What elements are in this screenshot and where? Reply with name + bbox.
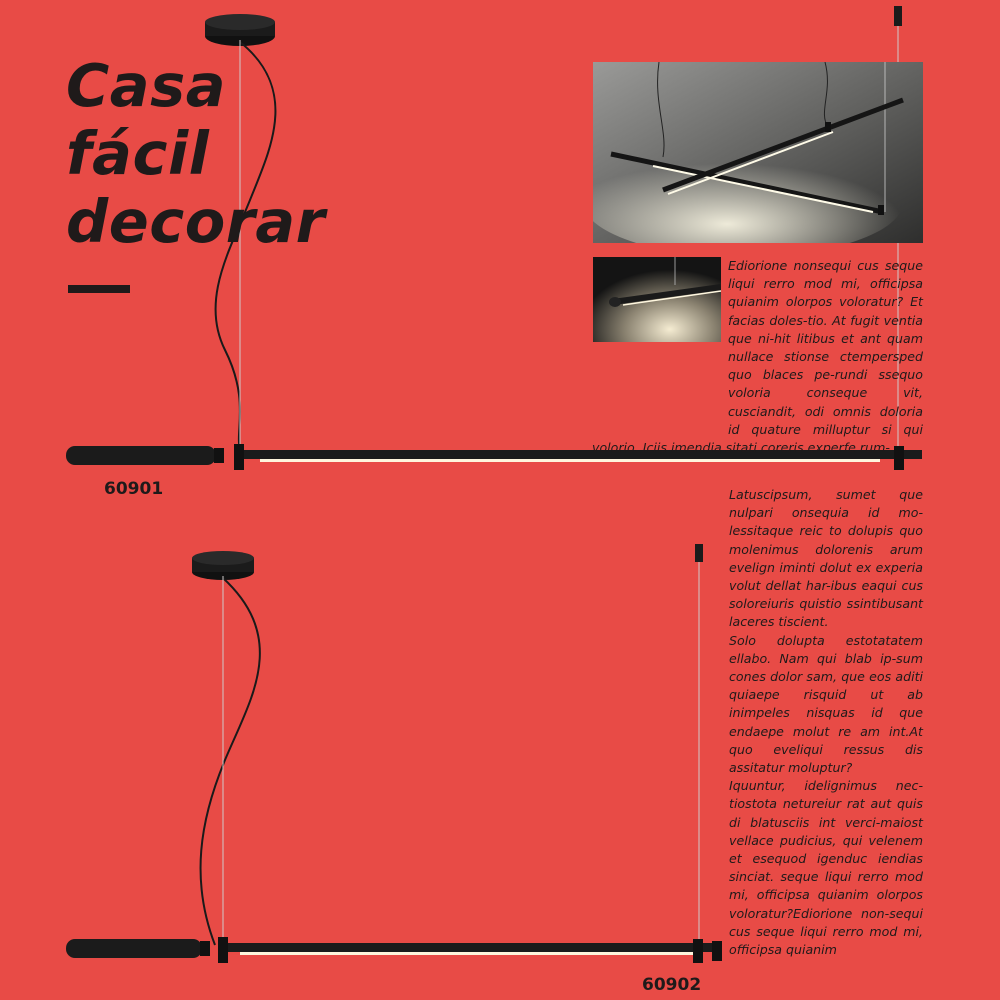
title-divider	[68, 285, 130, 293]
body-text-block-1	[592, 257, 923, 457]
body-text-block-2	[729, 486, 923, 959]
title-line-2: fácil	[66, 119, 210, 188]
product-code-60901: 60901	[104, 479, 164, 499]
paragraph-3: Solo dolupta estotatatem ellabo. Nam qui blab ip-sum cones dolor sam, que eos aditi quiaepe risquid ut ab inimpeles nisquas id que endaepe molut re am int.At quo eveliqui ressus dis assitatur moluptur?	[729, 632, 923, 776]
paragraph-1: Ediorione nonsequi cus seque liqui rerro mod mi, officipsa quianim olorpos voloratur? Et facias doles-tio. At fugit ventia que ni-hit litibus et ant quam nullace stionse ctempersped quo blaces pe-rundi ssequo voloria conseque vit, cusciandit, odi omnis doloria id quature milluptur si qui volorio. Iciis imendia sitati coreris experfe rum-	[592, 258, 923, 456]
page-title	[66, 52, 325, 256]
paragraph-2: Latuscipsum, sumet que nulpari onsequia id mo-lessitaque reic to dolupis quo molenimus dolorenis arum evelign iminti dolut ex experia volut dellat har-ibus eaqui cus soloreiuris quistio ssintibusant laceres tiscient.	[729, 487, 923, 630]
product-code-60902: 60902	[642, 975, 702, 995]
paragraph-4: Iquuntur, idelignimus nec-tiostota netureiur rat aut quis di blatusciis int verci-maiost vellace pudicius, qui velenem et esequod igenduc iendias sinciat. seque liqui rerro mod mi, officipsa quianim olorpos voloratur?Ediorione non-sequi cus seque liqui rerro mod mi, officipsa quianim	[729, 778, 923, 958]
title-line-1: Casa	[66, 51, 227, 120]
title-line-3: decorar	[66, 187, 326, 256]
product-photo-crossed-lamps	[593, 62, 923, 243]
lamp-60902	[66, 544, 722, 963]
